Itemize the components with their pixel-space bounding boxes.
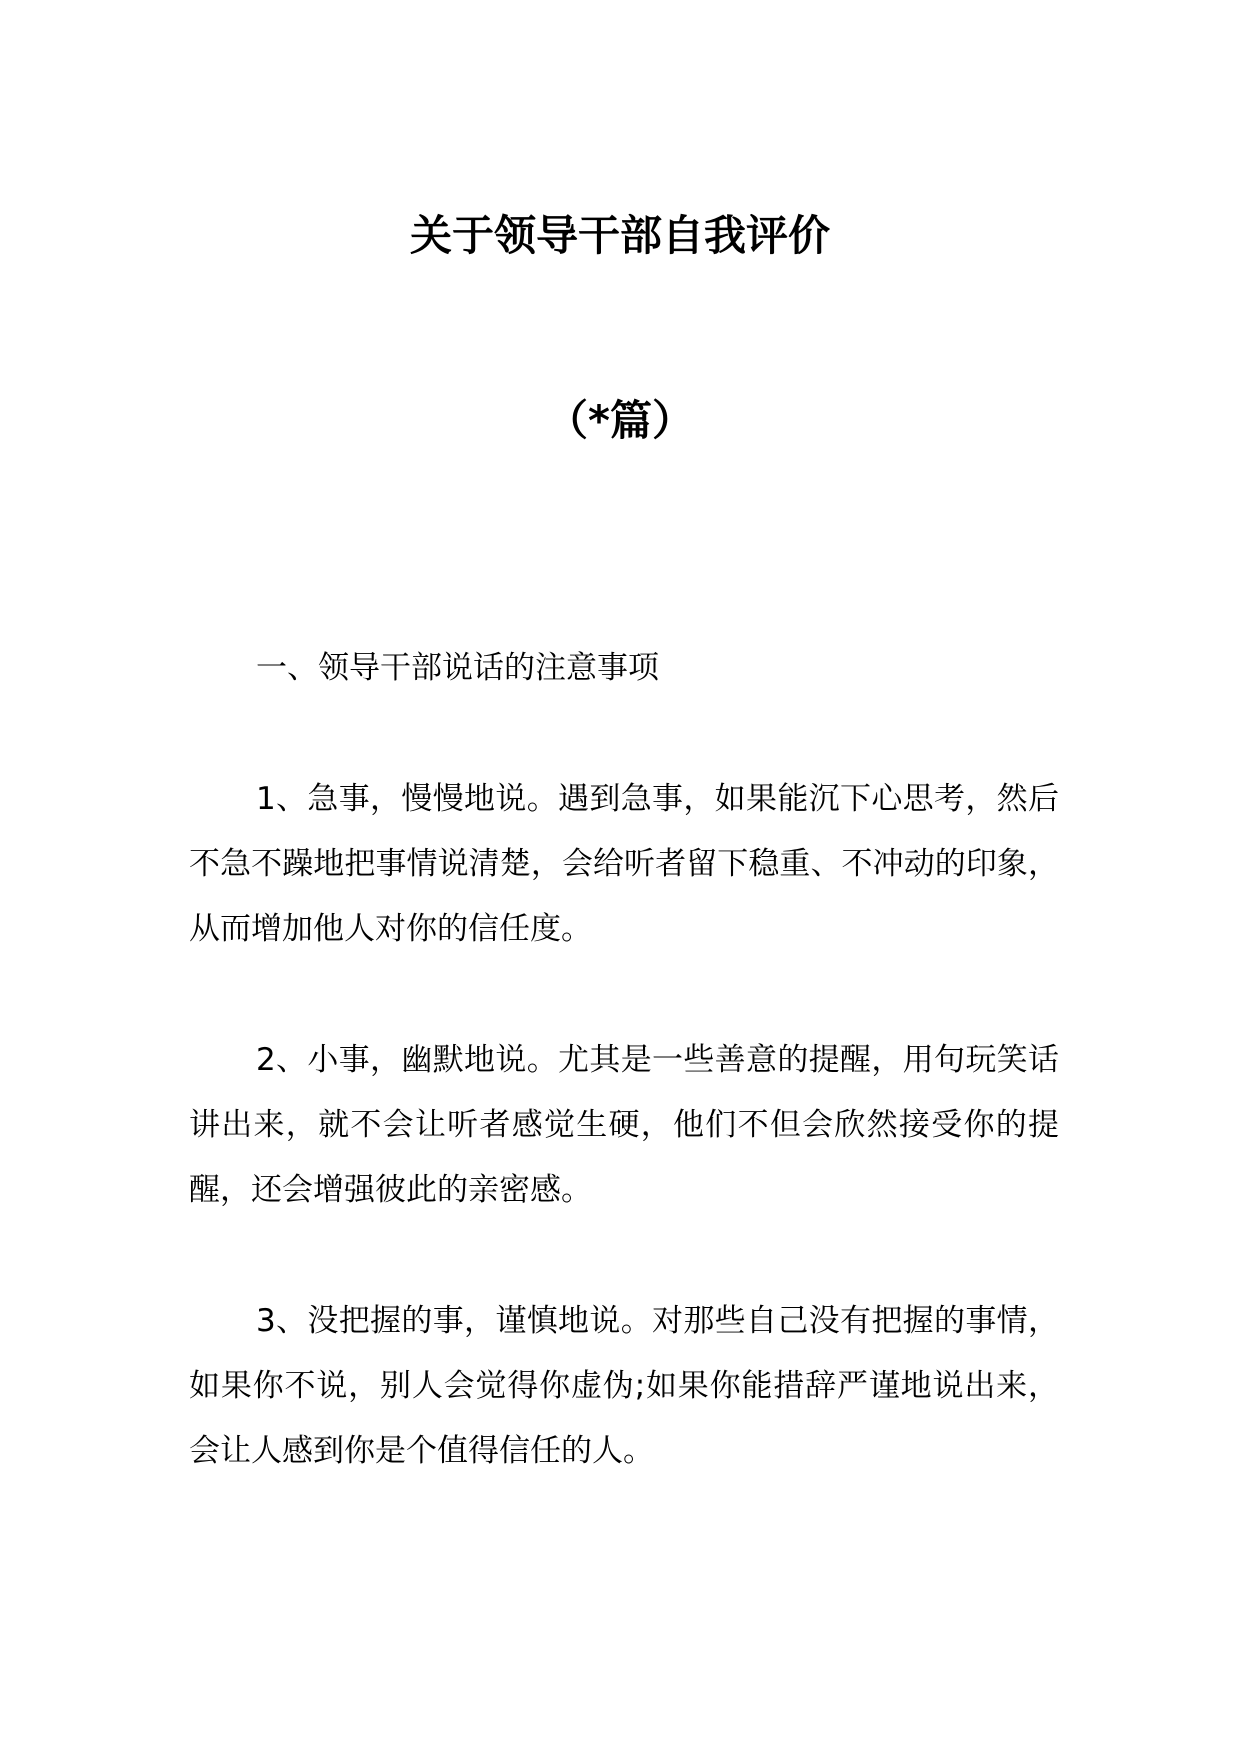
document-title: 关于领导干部自我评价 [409,211,830,260]
document-subtitle: （*篇） [546,396,694,445]
document-body [189,636,1059,1550]
paragraph-2: 2、小事，幽默地说。尤其是一些善意的提醒，用句玩笑话讲出来，就不会让听者感觉生硬，他们不但会欣然接受你的提醒，还会增强彼此的亲密感。 [189,1042,1059,1208]
section-heading: 一、领导干部说话的注意事项 [256,650,659,686]
paragraph-3: 3、没把握的事，谨慎地说。对那些自己没有把握的事情，如果你不说，别人会觉得你虚伪;如果你能措辞严谨地说出来，会让人感到你是个值得信任的人。 [189,1303,1059,1469]
paragraph-1: 1、急事，慢慢地说。遇到急事，如果能沉下心思考，然后不急不躁地把事情说清楚，会给听者留下稳重、不冲动的印象，从而增加他人对你的信任度。 [189,781,1059,947]
